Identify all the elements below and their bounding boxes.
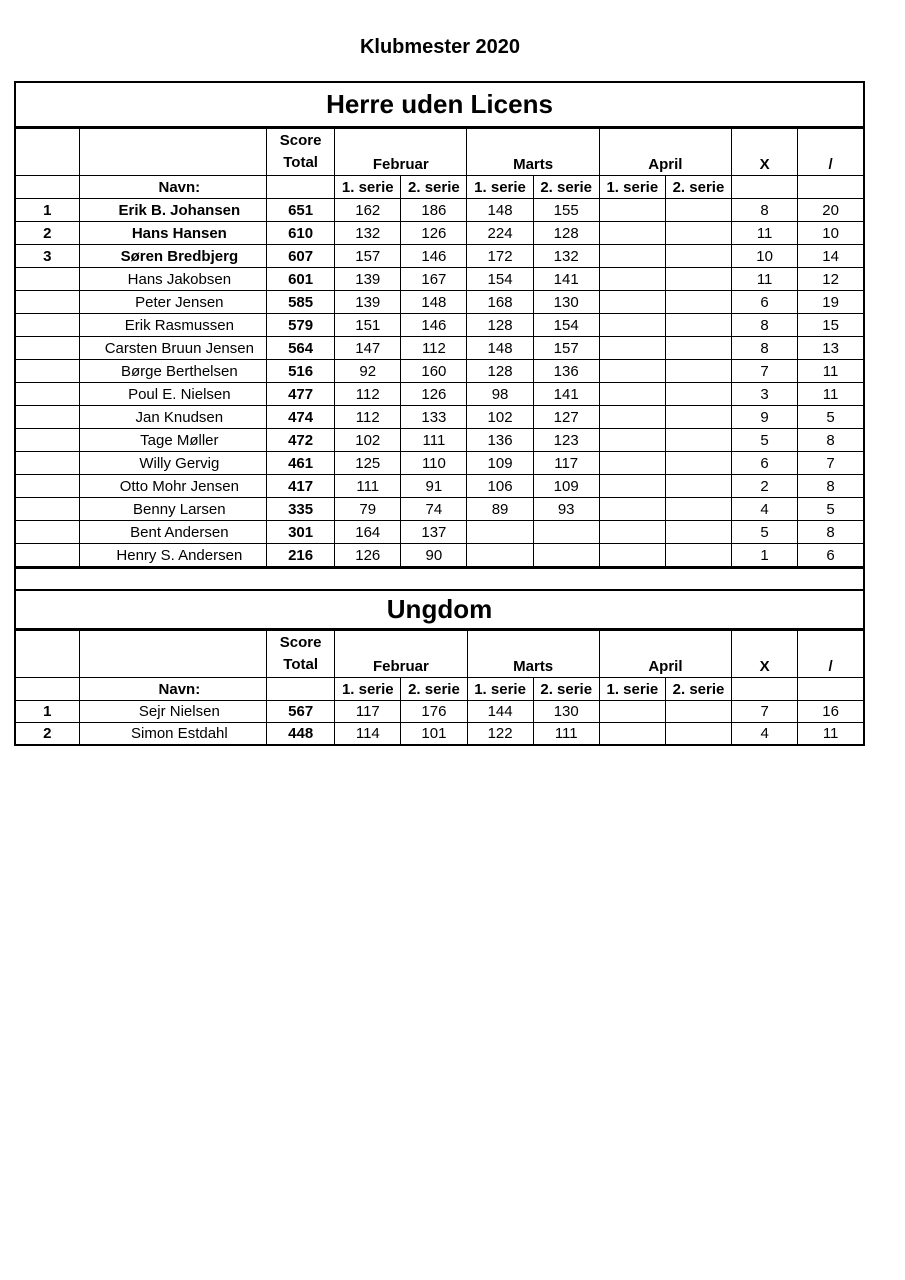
- series-score: [599, 291, 665, 314]
- section-title: Ungdom: [15, 590, 864, 630]
- series-score: 130: [533, 701, 599, 723]
- table-row: [15, 199, 864, 222]
- series-score: 136: [533, 360, 599, 383]
- series-score: [533, 544, 599, 568]
- series-score: [665, 429, 731, 452]
- series-score: 154: [533, 314, 599, 337]
- x-count: 8: [732, 199, 798, 222]
- series-score: [599, 314, 665, 337]
- series-score: [467, 544, 533, 568]
- series-score: [665, 383, 731, 406]
- table-row: [15, 406, 864, 429]
- series-score: 186: [401, 199, 467, 222]
- score-total-header: [267, 630, 335, 678]
- series-score: [599, 723, 665, 746]
- series-score: 144: [467, 701, 533, 723]
- slash-count: 11: [798, 360, 864, 383]
- total-subheader: [267, 176, 335, 199]
- series-header: 1. serie: [335, 176, 401, 199]
- player-name: Carsten Bruun Jensen: [79, 337, 266, 360]
- total-label: Total: [283, 656, 319, 673]
- series-score: 79: [335, 498, 401, 521]
- series-header: 1. serie: [599, 678, 665, 701]
- series-header: 1. serie: [467, 678, 533, 701]
- x-count: 1: [732, 544, 798, 568]
- month-header-februar: Februar: [335, 630, 467, 678]
- rank-cell: [15, 475, 79, 498]
- series-score: 167: [401, 268, 467, 291]
- slash-count: 8: [798, 475, 864, 498]
- series-score: 109: [533, 475, 599, 498]
- score-total: 564: [267, 337, 335, 360]
- slash-count: 8: [798, 521, 864, 544]
- series-score: 160: [401, 360, 467, 383]
- score-total: 472: [267, 429, 335, 452]
- series-header: 2. serie: [533, 678, 599, 701]
- x-count: 2: [732, 475, 798, 498]
- slash-count: 13: [798, 337, 864, 360]
- series-score: 122: [467, 723, 533, 746]
- x-subheader: [732, 678, 798, 701]
- slash-count: 19: [798, 291, 864, 314]
- series-score: [599, 199, 665, 222]
- rank-cell: 3: [15, 245, 79, 268]
- series-header: 1. serie: [335, 678, 401, 701]
- series-score: [665, 452, 731, 475]
- player-name: Peter Jensen: [79, 291, 266, 314]
- score-total: 579: [267, 314, 335, 337]
- score-total-header: [267, 128, 335, 176]
- series-header: 2. serie: [401, 176, 467, 199]
- rank-cell: 1: [15, 701, 79, 723]
- score-total: 610: [267, 222, 335, 245]
- herre-table: [14, 81, 865, 591]
- player-name: Erik Rasmussen: [79, 314, 266, 337]
- score-total: 448: [267, 723, 335, 746]
- series-score: [599, 452, 665, 475]
- x-count: 9: [732, 406, 798, 429]
- series-score: 126: [401, 222, 467, 245]
- rank-cell: 1: [15, 199, 79, 222]
- series-score: 148: [467, 337, 533, 360]
- slash-count: 7: [798, 452, 864, 475]
- rank-subheader: [15, 678, 79, 701]
- rank-cell: [15, 360, 79, 383]
- series-score: [665, 337, 731, 360]
- series-score: 141: [533, 383, 599, 406]
- spacer-cell: [15, 568, 864, 591]
- slash-count: 12: [798, 268, 864, 291]
- x-count: 7: [732, 701, 798, 723]
- series-score: 146: [401, 245, 467, 268]
- table-row: [15, 245, 864, 268]
- slash-count: 11: [798, 723, 864, 746]
- x-subheader: [732, 176, 798, 199]
- player-name: Søren Bredbjerg: [79, 245, 266, 268]
- series-score: [599, 222, 665, 245]
- table-row: [15, 314, 864, 337]
- slash-subheader: [798, 176, 864, 199]
- score-total: 607: [267, 245, 335, 268]
- player-name: Hans Jakobsen: [79, 268, 266, 291]
- name-header: Navn:: [79, 678, 266, 701]
- header-row-months: [15, 128, 864, 176]
- x-header: X: [732, 630, 798, 678]
- series-score: 147: [335, 337, 401, 360]
- x-count: 5: [732, 521, 798, 544]
- score-total: 216: [267, 544, 335, 568]
- series-score: 106: [467, 475, 533, 498]
- rank-header: [15, 630, 79, 678]
- series-score: 123: [533, 429, 599, 452]
- series-score: 136: [467, 429, 533, 452]
- series-score: [599, 429, 665, 452]
- x-count: 6: [732, 452, 798, 475]
- series-score: [665, 199, 731, 222]
- series-score: 148: [401, 291, 467, 314]
- series-score: 151: [335, 314, 401, 337]
- slash-count: 15: [798, 314, 864, 337]
- player-name: Henry S. Andersen: [79, 544, 266, 568]
- rank-subheader: [15, 176, 79, 199]
- series-header: 2. serie: [401, 678, 467, 701]
- x-count: 5: [732, 429, 798, 452]
- slash-count: 14: [798, 245, 864, 268]
- series-score: 117: [533, 452, 599, 475]
- series-score: 141: [533, 268, 599, 291]
- series-score: [599, 360, 665, 383]
- series-score: [665, 222, 731, 245]
- x-count: 11: [732, 222, 798, 245]
- score-label: Score: [279, 132, 322, 149]
- score-total: 601: [267, 268, 335, 291]
- series-score: [467, 521, 533, 544]
- rank-cell: [15, 337, 79, 360]
- table-row: [15, 360, 864, 383]
- series-score: 93: [533, 498, 599, 521]
- player-name: Bent Andersen: [79, 521, 266, 544]
- player-name: Simon Estdahl: [79, 723, 266, 746]
- x-header: X: [732, 128, 798, 176]
- table-row: [15, 498, 864, 521]
- series-score: 126: [401, 383, 467, 406]
- slash-count: 5: [798, 406, 864, 429]
- series-score: [665, 498, 731, 521]
- series-score: 176: [401, 701, 467, 723]
- x-count: 11: [732, 268, 798, 291]
- series-score: 148: [467, 199, 533, 222]
- series-score: [599, 383, 665, 406]
- series-score: 146: [401, 314, 467, 337]
- table-row: [15, 521, 864, 544]
- header-row-series: [15, 176, 864, 199]
- series-score: [665, 521, 731, 544]
- rank-cell: 2: [15, 222, 79, 245]
- rank-cell: 2: [15, 723, 79, 746]
- player-name: Otto Mohr Jensen: [79, 475, 266, 498]
- series-score: [599, 521, 665, 544]
- player-name: Willy Gervig: [79, 452, 266, 475]
- score-total: 651: [267, 199, 335, 222]
- series-score: 127: [533, 406, 599, 429]
- score-total: 516: [267, 360, 335, 383]
- rank-cell: [15, 406, 79, 429]
- page-title: Klubmester 2020: [359, 36, 521, 58]
- series-score: 98: [467, 383, 533, 406]
- table-row: [15, 268, 864, 291]
- series-score: 162: [335, 199, 401, 222]
- month-header-april: April: [599, 128, 731, 176]
- player-name: Jan Knudsen: [79, 406, 266, 429]
- series-score: [599, 701, 665, 723]
- series-score: 130: [533, 291, 599, 314]
- player-name: Benny Larsen: [79, 498, 266, 521]
- series-score: [665, 268, 731, 291]
- spacer-row: [15, 568, 864, 591]
- name-header-blank: [79, 128, 266, 176]
- series-score: 109: [467, 452, 533, 475]
- series-score: [599, 245, 665, 268]
- series-score: [665, 406, 731, 429]
- series-score: 74: [401, 498, 467, 521]
- table-row: [15, 701, 864, 723]
- series-score: 132: [335, 222, 401, 245]
- slash-count: 8: [798, 429, 864, 452]
- series-score: [599, 475, 665, 498]
- series-score: 139: [335, 268, 401, 291]
- series-score: 112: [335, 406, 401, 429]
- table-row: [15, 222, 864, 245]
- series-score: 155: [533, 199, 599, 222]
- series-score: [599, 337, 665, 360]
- player-name: Poul E. Nielsen: [79, 383, 266, 406]
- rank-cell: [15, 429, 79, 452]
- series-score: 133: [401, 406, 467, 429]
- x-count: 4: [732, 723, 798, 746]
- series-score: [599, 498, 665, 521]
- slash-count: 10: [798, 222, 864, 245]
- series-score: 132: [533, 245, 599, 268]
- rank-cell: [15, 291, 79, 314]
- score-label: Score: [279, 634, 322, 651]
- series-score: 224: [467, 222, 533, 245]
- x-count: 10: [732, 245, 798, 268]
- slash-count: 20: [798, 199, 864, 222]
- x-count: 7: [732, 360, 798, 383]
- player-name: Tage Møller: [79, 429, 266, 452]
- score-total: 461: [267, 452, 335, 475]
- rank-cell: [15, 498, 79, 521]
- rank-cell: [15, 383, 79, 406]
- series-score: [599, 268, 665, 291]
- player-name: Sejr Nielsen: [79, 701, 266, 723]
- slash-count: 11: [798, 383, 864, 406]
- table-row: [15, 452, 864, 475]
- month-header-februar: Februar: [335, 128, 467, 176]
- rank-cell: [15, 314, 79, 337]
- series-score: 157: [533, 337, 599, 360]
- series-score: 102: [467, 406, 533, 429]
- table-row: [15, 291, 864, 314]
- series-header: 1. serie: [599, 176, 665, 199]
- score-total: 567: [267, 701, 335, 723]
- series-score: 157: [335, 245, 401, 268]
- series-header: 2. serie: [665, 678, 731, 701]
- rank-cell: [15, 544, 79, 568]
- series-header: 2. serie: [533, 176, 599, 199]
- series-header: 2. serie: [665, 176, 731, 199]
- player-name: Børge Berthelsen: [79, 360, 266, 383]
- series-score: [599, 544, 665, 568]
- series-score: 137: [401, 521, 467, 544]
- score-total: 301: [267, 521, 335, 544]
- series-score: 128: [467, 360, 533, 383]
- series-score: 172: [467, 245, 533, 268]
- score-total: 477: [267, 383, 335, 406]
- series-header: 1. serie: [467, 176, 533, 199]
- rank-cell: [15, 521, 79, 544]
- name-header: Navn:: [79, 176, 266, 199]
- rank-cell: [15, 268, 79, 291]
- total-label: Total: [283, 154, 318, 171]
- slash-count: 6: [798, 544, 864, 568]
- score-total: 474: [267, 406, 335, 429]
- series-score: 111: [533, 723, 599, 746]
- table-row: [15, 337, 864, 360]
- score-total: 417: [267, 475, 335, 498]
- series-score: 168: [467, 291, 533, 314]
- x-count: 8: [732, 337, 798, 360]
- series-score: 114: [335, 723, 401, 746]
- series-score: [665, 245, 731, 268]
- section-title: Herre uden Licens: [15, 82, 864, 128]
- player-name: Erik B. Johansen: [79, 199, 266, 222]
- series-score: 92: [335, 360, 401, 383]
- table-row: [15, 723, 864, 746]
- table-row: [15, 383, 864, 406]
- section-title-row: [15, 590, 864, 630]
- series-score: 111: [401, 429, 467, 452]
- score-total: 585: [267, 291, 335, 314]
- table-row: [15, 429, 864, 452]
- rank-cell: [15, 452, 79, 475]
- header-row-series: [15, 678, 864, 701]
- series-score: [665, 475, 731, 498]
- series-score: 111: [335, 475, 401, 498]
- series-score: [533, 521, 599, 544]
- slash-subheader: [798, 678, 864, 701]
- month-header-marts: Marts: [467, 630, 599, 678]
- x-count: 8: [732, 314, 798, 337]
- table-row: [15, 544, 864, 568]
- series-score: 126: [335, 544, 401, 568]
- series-score: 154: [467, 268, 533, 291]
- x-count: 4: [732, 498, 798, 521]
- total-subheader: [267, 678, 335, 701]
- series-score: [665, 544, 731, 568]
- series-score: 164: [335, 521, 401, 544]
- month-header-marts: Marts: [467, 128, 599, 176]
- series-score: 112: [335, 383, 401, 406]
- name-header-blank: [79, 630, 266, 678]
- x-count: 6: [732, 291, 798, 314]
- series-score: [665, 723, 731, 746]
- slash-header: /: [798, 128, 864, 176]
- month-header-april: April: [599, 630, 731, 678]
- series-score: 91: [401, 475, 467, 498]
- series-score: 102: [335, 429, 401, 452]
- series-score: [665, 701, 731, 723]
- rank-header: [15, 128, 79, 176]
- series-score: [665, 360, 731, 383]
- series-score: 117: [335, 701, 401, 723]
- series-score: 139: [335, 291, 401, 314]
- series-score: [599, 406, 665, 429]
- series-score: 110: [401, 452, 467, 475]
- score-total: 335: [267, 498, 335, 521]
- section-title-row: [15, 82, 864, 128]
- slash-count: 16: [798, 701, 864, 723]
- ungdom-table: [14, 589, 865, 746]
- series-score: [665, 291, 731, 314]
- header-row-months: [15, 630, 864, 678]
- series-score: [665, 314, 731, 337]
- series-score: 90: [401, 544, 467, 568]
- table-row: [15, 475, 864, 498]
- series-score: 125: [335, 452, 401, 475]
- series-score: 89: [467, 498, 533, 521]
- series-score: 101: [401, 723, 467, 746]
- x-count: 3: [732, 383, 798, 406]
- series-score: 128: [467, 314, 533, 337]
- player-name: Hans Hansen: [79, 222, 266, 245]
- series-score: 128: [533, 222, 599, 245]
- slash-header: /: [798, 630, 864, 678]
- series-score: 112: [401, 337, 467, 360]
- slash-count: 5: [798, 498, 864, 521]
